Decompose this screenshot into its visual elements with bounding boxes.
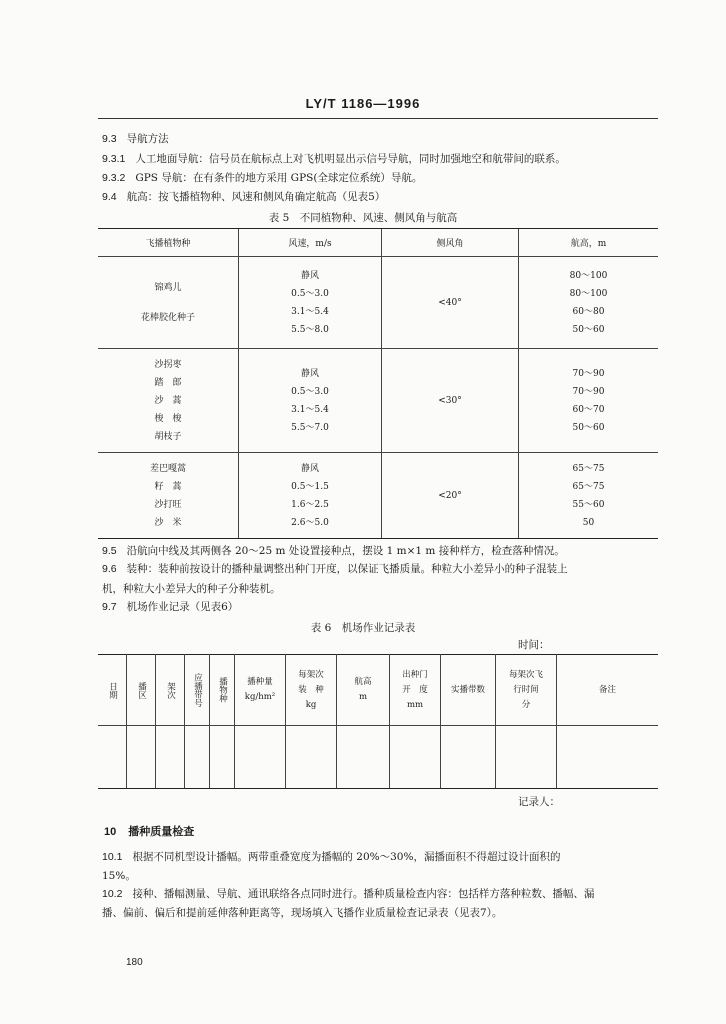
blank-cell — [496, 726, 557, 789]
header-text: 播区 — [136, 681, 147, 699]
table6-header: 航高 m — [337, 655, 390, 726]
table5-row — [98, 257, 658, 349]
height-cell — [519, 257, 659, 349]
clause-text: GPS 导航：在有条件的地方采用 GPS(全球定位系统）导航。 — [135, 172, 423, 184]
table6-header: 备注 — [557, 655, 659, 726]
wind-value: 2.6～5.0 — [291, 517, 329, 528]
species-cell — [98, 453, 239, 539]
header-text: 架次 — [165, 681, 176, 699]
clause-text: 根据不同机型设计播幅。两带重叠宽度为播幅的 20%～30%，漏播面积不得超过设计面积的 — [132, 851, 561, 863]
clause-9-7 — [102, 601, 238, 614]
blank-cell — [441, 726, 496, 789]
angle-cell: <40° — [382, 257, 519, 349]
table5-header: 风速，m/s — [239, 229, 382, 257]
wind-value: 0.5～3.0 — [291, 288, 329, 299]
table6-header — [185, 655, 210, 726]
clause-9-4 — [102, 191, 385, 204]
table6-empty-row — [98, 726, 658, 789]
table6-header: 实播带数 — [441, 655, 496, 726]
clause-number: 9.3.1 — [102, 153, 126, 165]
wind-value: 静风 — [300, 368, 319, 379]
clause-text: 人工地面导航：信号员在航标点上对飞机明显出示信号导航，同时加强地空和航带间的联系。 — [135, 153, 566, 165]
height-value: 70～90 — [572, 386, 605, 397]
table5 — [98, 228, 658, 539]
species-name: 胡枝子 — [154, 431, 182, 442]
species-name: 沙拐枣 — [154, 359, 182, 370]
table6 — [98, 654, 658, 789]
species-name: 差巴嘎蒿 — [149, 463, 186, 474]
species-name: 沙 米 — [154, 517, 182, 528]
species-name: 梭 梭 — [154, 413, 182, 424]
header-text: 播物种 — [217, 677, 228, 703]
clause-number: 9.3 — [102, 133, 117, 145]
species-name: 沙 蒿 — [154, 395, 182, 406]
header-rule — [98, 118, 658, 119]
species-cell — [98, 257, 239, 349]
wind-cell — [239, 349, 382, 453]
blank-cell — [390, 726, 441, 789]
height-value: 65～75 — [572, 463, 605, 474]
clause-number: 9.3.2 — [102, 172, 126, 184]
table6-recorder-label: 记录人： — [518, 796, 560, 808]
clause-10-2-continued: 播、偏前、偏后和提前延伸落种距离等，现场填入飞播作业质量检查记录表（见表7）。 — [102, 907, 503, 919]
blank-cell — [337, 726, 390, 789]
clause-9-3 — [102, 133, 169, 146]
clause-10-1 — [102, 851, 560, 864]
blank-cell — [127, 726, 156, 789]
blank-cell — [235, 726, 286, 789]
table6-header — [127, 655, 156, 726]
clause-text: 装种：装种前按设计的播种量调整出种门开度，以保证飞播质量。种粒大小差异小的种子混装上 — [126, 563, 568, 575]
species-name: 籽 蒿 — [154, 481, 182, 492]
clause-number: 9.6 — [102, 563, 117, 575]
clause-number: 10.1 — [102, 851, 123, 863]
height-value: 60～70 — [572, 404, 605, 415]
clause-9-3-2 — [102, 172, 422, 185]
species-cell — [98, 349, 239, 453]
table5-header: 飞播植物种 — [98, 229, 239, 257]
species-name: 踏 郎 — [154, 377, 182, 388]
clause-9-3-1 — [102, 153, 566, 166]
table6-time-label: 时间： — [518, 639, 550, 651]
height-cell — [519, 349, 659, 453]
wind-value: 5.5～7.0 — [291, 422, 329, 433]
blank-cell — [156, 726, 185, 789]
clause-number: 9.5 — [102, 545, 117, 557]
clause-9-6-continued: 机，种粒大小差异大的种子分种装机。 — [102, 583, 281, 595]
clause-10-2 — [102, 888, 594, 901]
table6-header — [156, 655, 185, 726]
table5-row — [98, 349, 658, 453]
blank-cell — [185, 726, 210, 789]
clause-10-1-continued: 15%。 — [102, 870, 136, 882]
blank-cell — [286, 726, 337, 789]
clause-9-5 — [102, 545, 565, 558]
section-10-heading — [104, 823, 194, 839]
section-title: 播种质量检查 — [128, 825, 195, 838]
species-name: 锦鸡儿 — [154, 282, 182, 293]
clause-number: 9.7 — [102, 601, 117, 613]
page-number: 180 — [126, 957, 143, 968]
clause-number: 9.4 — [102, 191, 117, 203]
table5-header: 侧风角 — [382, 229, 519, 257]
clause-text: 沿航向中线及其两侧各 20～25 m 处设置接种点，摆设 1 m×1 m 接种样方，检查落种情况。 — [126, 545, 565, 557]
table5-row — [98, 453, 658, 539]
wind-value: 0.5～1.5 — [291, 481, 329, 492]
table6-header: 每架次飞 行时间 分 — [496, 655, 557, 726]
wind-cell — [239, 257, 382, 349]
clause-text: 导航方法 — [126, 133, 169, 145]
blank-cell — [210, 726, 235, 789]
table6-header: 出种门 开 度 mm — [390, 655, 441, 726]
height-value: 60～80 — [572, 306, 605, 317]
wind-value: 3.1～5.4 — [291, 306, 329, 317]
section-number: 10 — [104, 826, 117, 838]
species-name: 沙打旺 — [154, 499, 182, 510]
wind-value: 静风 — [300, 270, 319, 281]
height-value: 65～75 — [572, 481, 605, 492]
angle-cell: <20° — [382, 453, 519, 539]
clause-number: 10.2 — [102, 888, 123, 900]
clause-9-6 — [102, 563, 568, 576]
height-value: 70～90 — [572, 368, 605, 379]
species-name: 花棒胶化种子 — [140, 312, 195, 323]
blank-cell — [98, 726, 127, 789]
height-value: 80～100 — [569, 270, 608, 281]
wind-value: 1.6～2.5 — [291, 499, 329, 510]
height-value: 55～60 — [572, 499, 605, 510]
height-value: 80～100 — [569, 288, 608, 299]
table6-caption: 表 6 机场作业记录表 — [310, 622, 416, 634]
wind-value: 0.5～3.0 — [291, 386, 329, 397]
page-header: LY/T 1186—1996 — [305, 96, 421, 111]
height-cell — [519, 453, 659, 539]
clause-text: 航高：按飞播植物种、风速和侧风角确定航高（见表5） — [126, 191, 386, 203]
wind-value: 3.1～5.4 — [291, 404, 329, 415]
table6-header: 每架次 装 种 kg — [286, 655, 337, 726]
table5-caption: 表 5 不同植物种、风速、侧风角与航高 — [268, 212, 458, 224]
header-text: 应播带号 — [192, 673, 203, 707]
wind-value: 5.5～8.0 — [291, 324, 329, 335]
table5-header: 航高，m — [519, 229, 659, 257]
blank-cell — [557, 726, 659, 789]
table6-header — [210, 655, 235, 726]
table6-header: 播种量 kg/hm² — [235, 655, 286, 726]
angle-cell: <30° — [382, 349, 519, 453]
height-value: 50 — [582, 517, 595, 528]
table6-header — [98, 655, 127, 726]
clause-text: 机场作业记录（见表6） — [126, 601, 239, 613]
wind-cell — [239, 453, 382, 539]
clause-text: 接种、播幅测量、导航、通讯联络各点同时进行。播种质量检查内容：包括样方落种粒数、播幅、漏 — [132, 888, 595, 900]
height-value: 50～60 — [572, 422, 605, 433]
header-text: 日期 — [107, 681, 118, 699]
wind-value: 静风 — [300, 463, 319, 474]
height-value: 50～60 — [572, 324, 605, 335]
